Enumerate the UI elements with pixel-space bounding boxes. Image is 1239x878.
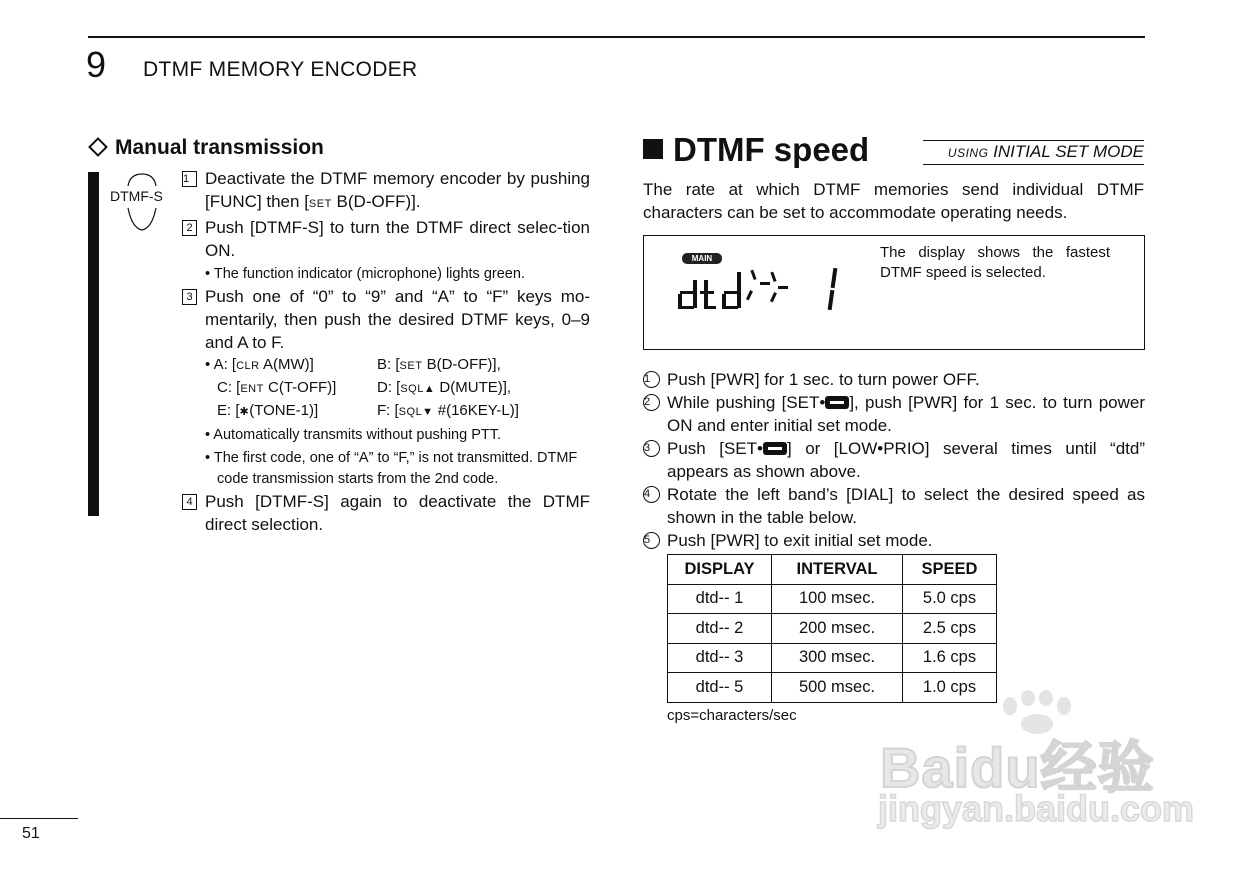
manual-step-4 xyxy=(182,490,590,536)
manual-step-2 xyxy=(182,216,590,285)
dtmf-speed-heading xyxy=(643,131,869,169)
manual-steps xyxy=(182,167,590,536)
table-header-row xyxy=(668,555,997,585)
speed-step-2-text-b: ], push [PWR] for 1 sec. to turn power ON and enter initial set mode. xyxy=(667,393,1145,435)
speed-step-4-text: Rotate the left band’s [DIAL] to select the desired speed as shown in the table below. xyxy=(667,485,1145,527)
dtmf-s-key-label: DTMF-S xyxy=(110,188,163,204)
key-d-label: SQL▲ xyxy=(400,383,436,395)
key-f-prefix: F: [ xyxy=(377,402,399,419)
key-map-row-ef xyxy=(205,400,590,423)
using-initial-set-mode-tag xyxy=(923,140,1144,165)
cell-interval: 200 msec. xyxy=(772,614,903,644)
lcd-readout xyxy=(674,262,854,317)
step3-note-ptt: • Automatically transmits without pushing PTT. xyxy=(205,427,502,443)
cell-speed: 2.5 cps xyxy=(903,614,997,644)
speed-step-5-text: Push [PWR] to exit initial set mode. xyxy=(667,531,933,550)
step2-text: Push [DTMF-S] to turn the DTMF direct selec-tion ON. xyxy=(205,218,590,260)
key-b-suffix: B(D-OFF)], xyxy=(422,356,501,373)
cell-display: dtd-- 1 xyxy=(668,584,772,614)
page-number: 51 xyxy=(22,825,40,842)
step-number-box: 2 xyxy=(182,220,197,236)
key-a-suffix: A(MW)] xyxy=(259,356,314,373)
cell-interval: 100 msec. xyxy=(772,584,903,614)
key-d-prefix: D: [ xyxy=(377,379,401,396)
step3-text: Push one of “0” to “9” and “A” to “F” keys mo-mentarily, then push the desired DTMF keys, 0–9 and A to F. xyxy=(205,287,590,352)
key-icon xyxy=(825,396,849,409)
cell-display: dtd-- 3 xyxy=(668,643,772,673)
key-b-label: SET xyxy=(399,360,423,372)
key-map-row-cd xyxy=(205,377,590,400)
key-d-suffix: D(MUTE)], xyxy=(435,379,512,396)
key-e-suffix: (TONE-1)] xyxy=(249,402,319,419)
dtmf-s-key-icon xyxy=(106,172,176,232)
chapter-title: DTMF MEMORY ENCODER xyxy=(143,58,418,81)
key-f-label: SQL▼ xyxy=(398,406,434,418)
speed-step-3 xyxy=(643,437,1145,483)
cell-speed: 1.6 cps xyxy=(903,643,997,673)
step-number-circle: 1 xyxy=(643,371,660,388)
square-bullet-icon xyxy=(643,139,663,159)
diamond-icon xyxy=(88,138,108,158)
step4-text: Push [DTMF-S] again to deactivate the DTMF direct selection. xyxy=(205,492,590,534)
key-map-row-ab xyxy=(205,354,590,377)
speed-step-3-text-a: Push [SET• xyxy=(667,439,763,458)
speed-step-1-text: Push [PWR] for 1 sec. to turn power OFF. xyxy=(667,370,980,389)
manual-heading-text: Manual transmission xyxy=(115,136,324,159)
cell-interval: 500 msec. xyxy=(772,673,903,703)
dtmf-speed-steps xyxy=(643,368,1145,552)
key-c-suffix: C(T-OFF)] xyxy=(263,379,337,396)
table-row xyxy=(668,584,997,614)
dtmf-speed-heading-text: DTMF speed xyxy=(673,131,870,168)
cell-display: dtd-- 5 xyxy=(668,673,772,703)
cps-footnote: cps=characters/sec xyxy=(667,707,797,724)
dtmf-speed-table xyxy=(667,554,997,703)
step1-text-b: B(D-OFF)]. xyxy=(331,192,421,211)
display-caption: The display shows the fastest DTMF speed is selected. xyxy=(880,244,1110,281)
key-e-prefix: E: [ xyxy=(217,402,240,419)
key-c-label: ENT xyxy=(240,383,264,395)
column-header-display: DISPLAY xyxy=(668,555,772,585)
dtmf-speed-intro: The rate at which DTMF memories send individual DTMF characters can be set to accommodate operating needs. xyxy=(643,180,1144,222)
using-mode-name: INITIAL SET MODE xyxy=(993,142,1144,161)
cell-speed: 1.0 cps xyxy=(903,673,997,703)
speed-step-1 xyxy=(643,368,1145,391)
speed-step-2 xyxy=(643,391,1145,437)
step-number-circle: 3 xyxy=(643,440,660,457)
step1-text-a: Deactivate the DTMF memory encoder by pushing [FUNC] then [ xyxy=(205,169,590,211)
column-header-speed: SPEED xyxy=(903,555,997,585)
step-number-box: 4 xyxy=(182,494,197,510)
key-a-prefix: • A: [ xyxy=(205,356,237,373)
manual-transmission-heading xyxy=(88,136,324,160)
cell-display: dtd-- 2 xyxy=(668,614,772,644)
key-e-label: ✱ xyxy=(239,406,250,418)
cell-interval: 300 msec. xyxy=(772,643,903,673)
step-number-circle: 4 xyxy=(643,486,660,503)
step-number-circle: 2 xyxy=(643,394,660,411)
speed-step-3-text-b: ] or [LOW•PRIO] several times until “dtd” appears as shown above. xyxy=(667,439,1145,481)
using-prefix: USING xyxy=(947,146,989,160)
main-band-badge: MAIN xyxy=(682,253,722,264)
step3-note-first-code: • The first code, one of “A” to “F,” is not transmitted. DTMF code transmission starts from the 2nd code. xyxy=(205,450,578,487)
speed-step-4 xyxy=(643,483,1145,529)
chapter-number: 9 xyxy=(86,44,107,85)
cell-speed: 5.0 cps xyxy=(903,584,997,614)
key-b-prefix: B: [ xyxy=(377,356,400,373)
key-f-suffix: #(16KEY-L)] xyxy=(433,402,519,419)
key-c-prefix: C: [ xyxy=(217,379,241,396)
column-header-interval: INTERVAL xyxy=(772,555,903,585)
watermark-logo-text: Baidu经验 xyxy=(880,736,1155,799)
step-number-box: 3 xyxy=(182,289,197,305)
footer-rule xyxy=(0,818,78,819)
watermark-url-text: jingyan.baidu.com xyxy=(878,788,1195,829)
baidu-jingyan-watermark xyxy=(872,690,1195,840)
manual-step-3 xyxy=(182,285,590,490)
header-rule xyxy=(88,36,1145,38)
speed-step-5 xyxy=(643,529,1145,552)
key-icon xyxy=(763,442,787,455)
manual-step-1 xyxy=(182,167,590,216)
lcd-segment-icon xyxy=(674,262,854,317)
section-side-bar xyxy=(88,172,99,516)
step1-set-key: SET xyxy=(308,198,332,210)
table-row xyxy=(668,614,997,644)
step2-note: • The function indicator (microphone) lights green. xyxy=(205,266,525,282)
key-a-label: CLR xyxy=(236,360,260,372)
step-number-box: 1 xyxy=(182,171,197,187)
speed-step-2-text-a: While pushing [SET• xyxy=(667,393,826,412)
step-number-circle: 5 xyxy=(643,532,660,549)
table-row xyxy=(668,643,997,673)
